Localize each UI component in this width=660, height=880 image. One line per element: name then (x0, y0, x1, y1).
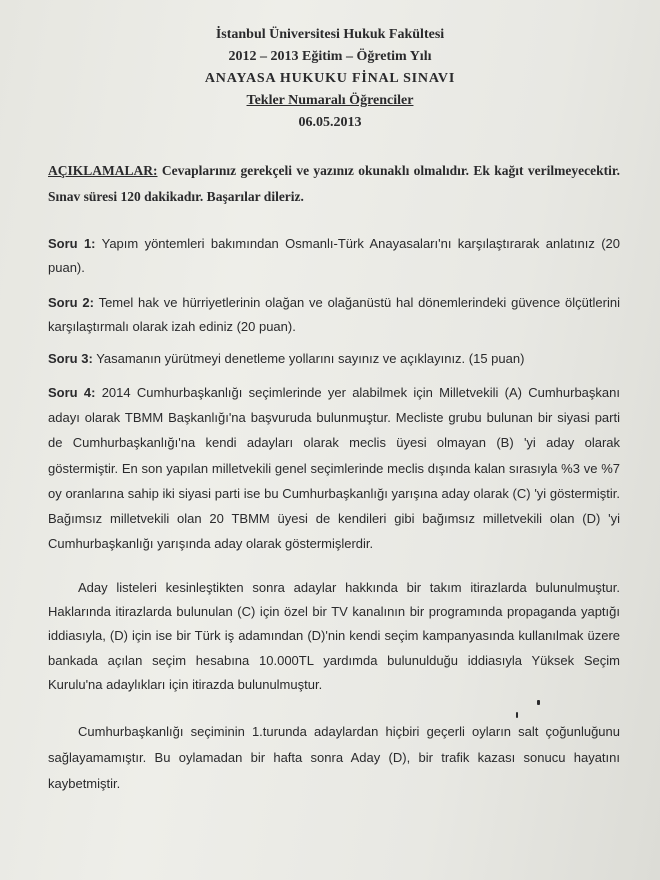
question-text: Yasamanın yürütmeyi denetleme yollarını sayınız ve açıklayınız. (15 puan) (96, 351, 525, 366)
question-text: Yapım yöntemleri bakımından Osmanlı-Türk Anayasaları'nı karşılaştırarak anlatınız (20 puan). (48, 236, 620, 275)
exam-title: ANAYASA HUKUKU FİNAL SINAVI (204, 71, 456, 86)
exam-header (0, 24, 660, 134)
question-label: Soru 1: (48, 236, 96, 251)
scenario-paragraph-1: Aday listeleri kesinleştikten sonra adaylar hakkında bir takım itirazlarda bulunulmuştur. Haklarında itirazlarda bulunulan (C) için özel bir TV kanalının bir programında propaganda yaptığı iddiasıyla, (D) için ise bir Türk iş adamından (D)'nin kendi seçim kampanyasında kullanılmak üzere bankada açılan seçim hesabına 10.000TL yardımda bulunulduğu iddiasıyla Yüksek Seçim Kurulu'na adaylıkları için itirazda bulunulmuştur. (48, 580, 620, 692)
university-title: İstanbul Üniversitesi Hukuk Fakültesi (215, 27, 445, 42)
question-text: 2014 Cumhurbaşkanlığı seçimlerinde yer alabilmek için Milletvekili (A) Cumhurbaşkanı adayı olarak TBMM Başkanlığı'na başvuruda bulunmuştur. Mecliste grubu bulunan bir siyasi parti de Cumhurbaşkanlığı'na kendi adayları olarak meclis üyesi olmayan (B) 'yi aday olarak göstermiştir. En son yapılan milletvekili genel seçimlerinde meclis dışında kalan sırasıyla %3 ve %7 oy oranlarına sahip iki siyasi parti ise bu Cumhurbaşkanlığı yarışına aday olarak (C) 'yi göstermiştir. Bağımsız milletvekili olan 20 TBMM üyesi de kendileri gibi bağımsız milletvekili olan (D) 'yi Cumhurbaşkanlığı yarışında aday olarak göstermişlerdir. (48, 385, 620, 552)
question-label: Soru 2: (48, 295, 94, 310)
question-4 (48, 380, 620, 556)
instructions (48, 158, 620, 210)
question-3 (48, 347, 620, 371)
student-group: Tekler Numaralı Öğrenciler (246, 93, 414, 108)
question-label: Soru 3: (48, 351, 93, 366)
ink-mark (537, 700, 540, 705)
question-label: Soru 4: (48, 385, 96, 400)
question-text: Temel hak ve hürriyetlerinin olağan ve olağanüstü hal dönemlerindeki güvence ölçütlerini karşılaştırmalı olarak izah ediniz (20 puan). (48, 295, 620, 334)
exam-date: 06.05.2013 (298, 115, 362, 130)
scenario-paragraph-2: Cumhurbaşkanlığı seçiminin 1.turunda adaylardan hiçbiri geçerli oyların salt çoğunluğunu sağlayamamıştır. Bu oylamadan bir hafta sonra Aday (D), bir trafik kazası sonucu hayatını kaybetmiştir. (48, 724, 620, 791)
question-1 (48, 232, 620, 279)
academic-year: 2012 – 2013 Eğitim – Öğretim Yılı (228, 49, 432, 64)
question-2 (48, 291, 620, 338)
ink-mark (516, 712, 518, 718)
instructions-text: Cevaplarınız gerekçeli ve yazınız okunaklı olmalıdır. Ek kağıt verilmeyecektir. Sınav süresi 120 dakikadır. Başarılar dileriz. (48, 163, 620, 204)
instructions-label: AÇIKLAMALAR: (48, 163, 158, 178)
